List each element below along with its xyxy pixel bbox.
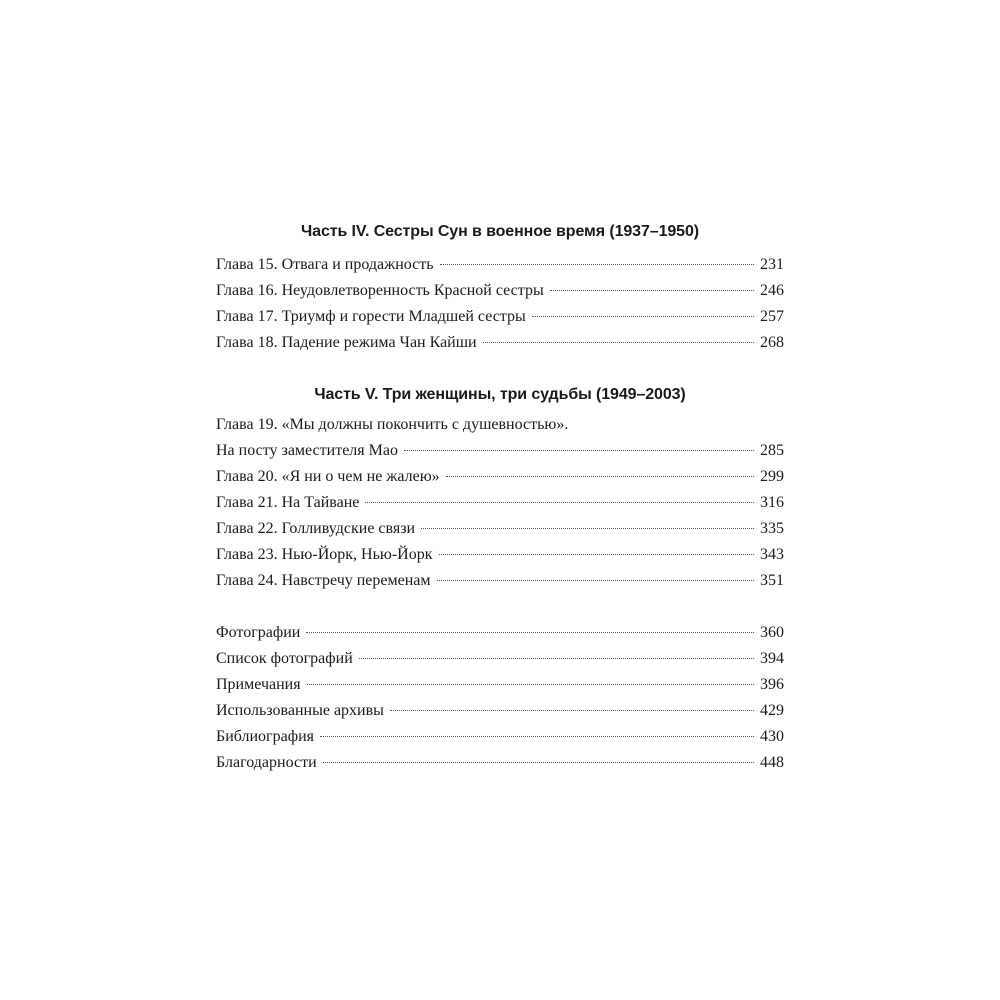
toc-entry-archives[interactable] <box>216 698 784 724</box>
toc-entry-title: Примечания <box>216 676 301 693</box>
toc-entry-title: Благодарности <box>216 754 317 771</box>
toc-entry-acknowledgements[interactable] <box>216 750 784 776</box>
toc-page-number: 396 <box>760 676 784 693</box>
toc-page-number: 268 <box>760 334 784 351</box>
toc-entry-chapter-18[interactable] <box>216 330 784 356</box>
toc-entry-photographs[interactable] <box>216 620 784 646</box>
toc-entry-chapter-19[interactable] <box>216 438 784 464</box>
dot-leader <box>446 475 754 477</box>
toc-entry-photo-list[interactable] <box>216 646 784 672</box>
toc-entry-notes[interactable] <box>216 672 784 698</box>
part-4-toc <box>216 252 784 356</box>
toc-page-number: 316 <box>760 494 784 511</box>
dot-leader <box>550 289 754 291</box>
toc-entry-title: Библиография <box>216 728 314 745</box>
toc-page-number: 351 <box>760 572 784 589</box>
toc-entry-chapter-15[interactable] <box>216 252 784 278</box>
dot-leader <box>390 709 754 711</box>
dot-leader <box>404 449 754 451</box>
toc-entry-title: Глава 23. Нью-Йорк, Нью-Йорк <box>216 546 433 563</box>
dot-leader <box>532 315 754 317</box>
toc-entry-chapter-17[interactable] <box>216 304 784 330</box>
toc-page-number: 429 <box>760 702 784 719</box>
toc-entry-chapter-22[interactable] <box>216 516 784 542</box>
dot-leader <box>440 263 754 265</box>
part-5-title: Часть V. Три женщины, три судьбы (1949–2003) <box>314 386 686 403</box>
toc-entry-chapter-23[interactable] <box>216 542 784 568</box>
part-5-toc <box>216 412 784 594</box>
toc-entry-title: Глава 20. «Я ни о чем не жалею» <box>216 468 440 485</box>
toc-entry-bibliography[interactable] <box>216 724 784 750</box>
toc-page-number: 343 <box>760 546 784 563</box>
toc-entry-title: Глава 18. Падение режима Чан Кайши <box>216 334 477 351</box>
toc-page-number: 430 <box>760 728 784 745</box>
toc-page-number: 246 <box>760 282 784 299</box>
toc-entry-title: Глава 15. Отвага и продажность <box>216 256 434 273</box>
toc-entry-chapter-24[interactable] <box>216 568 784 594</box>
toc-entry-title: Список фотографий <box>216 650 353 667</box>
toc-page-number: 394 <box>760 650 784 667</box>
dot-leader <box>421 527 754 529</box>
toc-page-number: 257 <box>760 308 784 325</box>
toc-page-number: 360 <box>760 624 784 641</box>
dot-leader <box>359 657 754 659</box>
dot-leader <box>365 501 754 503</box>
part-4-title: Часть IV. Сестры Сун в военное время (1937–1950) <box>301 223 699 240</box>
toc-entry-title: На посту заместителя Мао <box>216 442 398 459</box>
toc-entry-title: Глава 21. На Тайване <box>216 494 360 511</box>
dot-leader <box>483 341 754 343</box>
toc-entry-chapter-19-line-1[interactable]: Глава 19. «Мы должны покончить с душевностью». <box>216 416 569 433</box>
dot-leader <box>437 579 754 581</box>
toc-entry-title: Глава 24. Навстречу переменам <box>216 572 431 589</box>
toc-entry-title: Использованные архивы <box>216 702 384 719</box>
toc-entry-title: Глава 16. Неудовлетворенность Красной сестры <box>216 282 544 299</box>
backmatter-toc <box>216 620 784 776</box>
toc-page-number: 299 <box>760 468 784 485</box>
dot-leader <box>439 553 755 555</box>
toc-page-number: 448 <box>760 754 784 771</box>
toc-entry-chapter-20[interactable] <box>216 464 784 490</box>
toc-entry-title: Глава 22. Голливудские связи <box>216 520 416 537</box>
toc-entry-chapter-16[interactable] <box>216 278 784 304</box>
dot-leader <box>307 683 754 685</box>
dot-leader <box>320 735 754 737</box>
toc-page-number: 285 <box>760 442 784 459</box>
toc-page-number: 335 <box>760 520 784 537</box>
toc-entry-title: Глава 17. Триумф и горести Младшей сестры <box>216 308 526 325</box>
dot-leader <box>323 761 754 763</box>
toc-entry-title: Фотографии <box>216 624 301 641</box>
dot-leader <box>306 631 754 633</box>
toc-page-number: 231 <box>760 256 784 273</box>
toc-entry-chapter-21[interactable] <box>216 490 784 516</box>
